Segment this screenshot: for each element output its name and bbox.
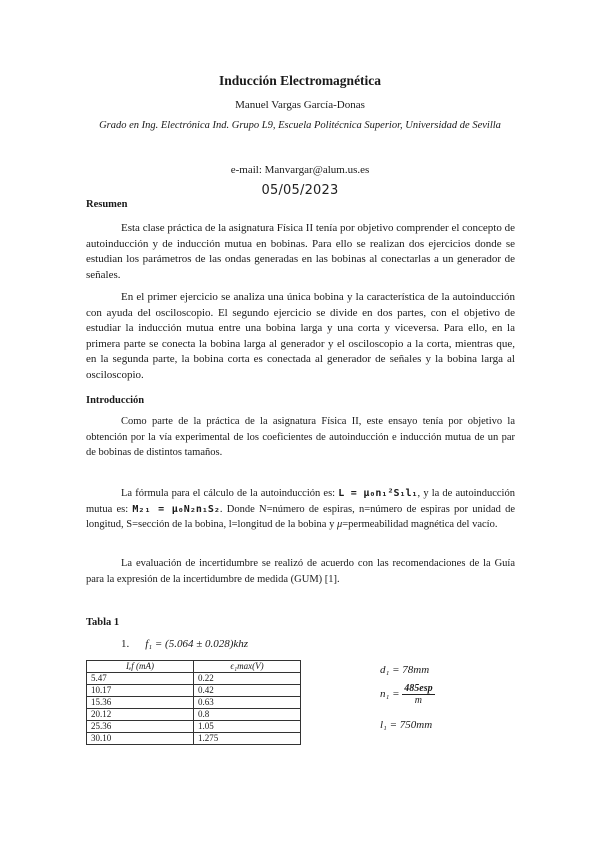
introduccion-heading: Introducción — [86, 395, 145, 406]
table-cell: 0.22 — [194, 673, 301, 685]
table-cell: 25.36 — [87, 721, 194, 733]
table-cell: 30.10 — [87, 733, 194, 745]
table-row — [87, 673, 301, 685]
table-cell: 1.275 — [194, 733, 301, 745]
table-row — [87, 685, 301, 697]
table-cell: 1.05 — [194, 721, 301, 733]
resumen-heading: Resumen — [86, 199, 128, 210]
column-header-current: Iₑf (mA) — [87, 661, 194, 673]
formula-autoinduccion: L = μ₀n₁²S₁l₁ — [338, 488, 418, 499]
column-header-emf: ϵ₁max(V) — [194, 661, 301, 673]
param-diameter: d₁ = 78mm — [380, 664, 430, 676]
table-cell: 10.17 — [87, 685, 194, 697]
paper-title: Inducción Electromagnética — [218, 73, 382, 88]
table-cell: 0.8 — [194, 709, 301, 721]
email: e-mail: Manvargar@alum.us.es — [230, 164, 370, 176]
param-length: l₁ = 750mm — [380, 719, 433, 731]
frequency-formula: f₁ = (5.064 ± 0.028)khz — [145, 638, 249, 650]
table-header-row — [87, 661, 301, 673]
turns-fraction: $\frac{\text{485esp}}{m}$ — [404, 683, 433, 706]
table-row — [87, 733, 301, 745]
affiliation: Grado en Ing. Electrónica Ind. Grupo L9, Escuela Politécnica Superior, Universidad de Sevilla — [99, 120, 501, 131]
resumen-paragraph-2: En el primer ejercicio se analiza una única bobina y la característica de la autoinducción con ayuda del osciloscopio. El segundo ejercicio se divide en dos partes, con el objetivo de estudiar la inducción mutua entre una bobina larga y una corta y viceversa. Para ello, en la primera parte se conecta la bobina larga al generador y el osciloscopio a la corta, mientras que, en la segunda parte, la bobina corta es conectada al generador de señales y la bobina larga al osciloscopio. — [86, 291, 515, 381]
table-cell: 20.12 — [87, 709, 194, 721]
introduccion-paragraph-1: Como parte de la práctica de la asignatura Física II, este ensayo tenía por objetivo la obtención por la vía experimental de los coeficientes de autoinducción e inducción mutua de un par de bobinas de distintos tamaños. — [86, 416, 515, 459]
table-cell: 0.63 — [194, 697, 301, 709]
table-cell: 15.36 — [87, 697, 194, 709]
table-cell: 5.47 — [87, 673, 194, 685]
frequency-item: 1. f₁ = (5.064 ± 0.028)khz — [121, 638, 249, 650]
introduccion-paragraph-2: La fórmula para el cálculo de la autoinducción es: L = μ₀n₁²S₁l₁, y la de autoinducción mutua es: M₂₁ = μ₀N₂n₁S₂. Donde N=número de espiras, n=número de espiras por unidad de longitud, S=sección de la bobina, l=longitud de la bobina y μ=permeabilidad magnética del vacío. — [86, 488, 515, 531]
author-name: Manuel Vargas García-Donas — [235, 99, 365, 111]
formula-induccion-mutua: M₂₁ = μ₀N₂n₁S₂ — [132, 503, 220, 515]
data-table — [86, 660, 301, 745]
table-row — [87, 709, 301, 721]
table-cell: 0.42 — [194, 685, 301, 697]
introduccion-paragraph-3: La evaluación de incertidumbre se realizó de acuerdo con las recomendaciones de la Guía para la expresión de la incertidumbre de medida (GUM) [1]. — [86, 558, 515, 585]
resumen-paragraph-1: Esta clase práctica de la asignatura Física II tenía por objetivo comprender el concepto de autoinducción y de inducción mutua en bobinas. Para ello se realizan dos ejercicios donde se estudian los parámetros de las ondas generadas en las bobinas al conectarlas a un generador de señales. — [86, 222, 515, 281]
table-row — [87, 721, 301, 733]
tabla1-heading: Tabla 1 — [86, 617, 120, 628]
param-turns-density: n₁ = $\frac{\text{485esp}}{m}$ — [380, 683, 433, 706]
table-row — [87, 697, 301, 709]
date: 05/05/2023 — [261, 183, 339, 198]
